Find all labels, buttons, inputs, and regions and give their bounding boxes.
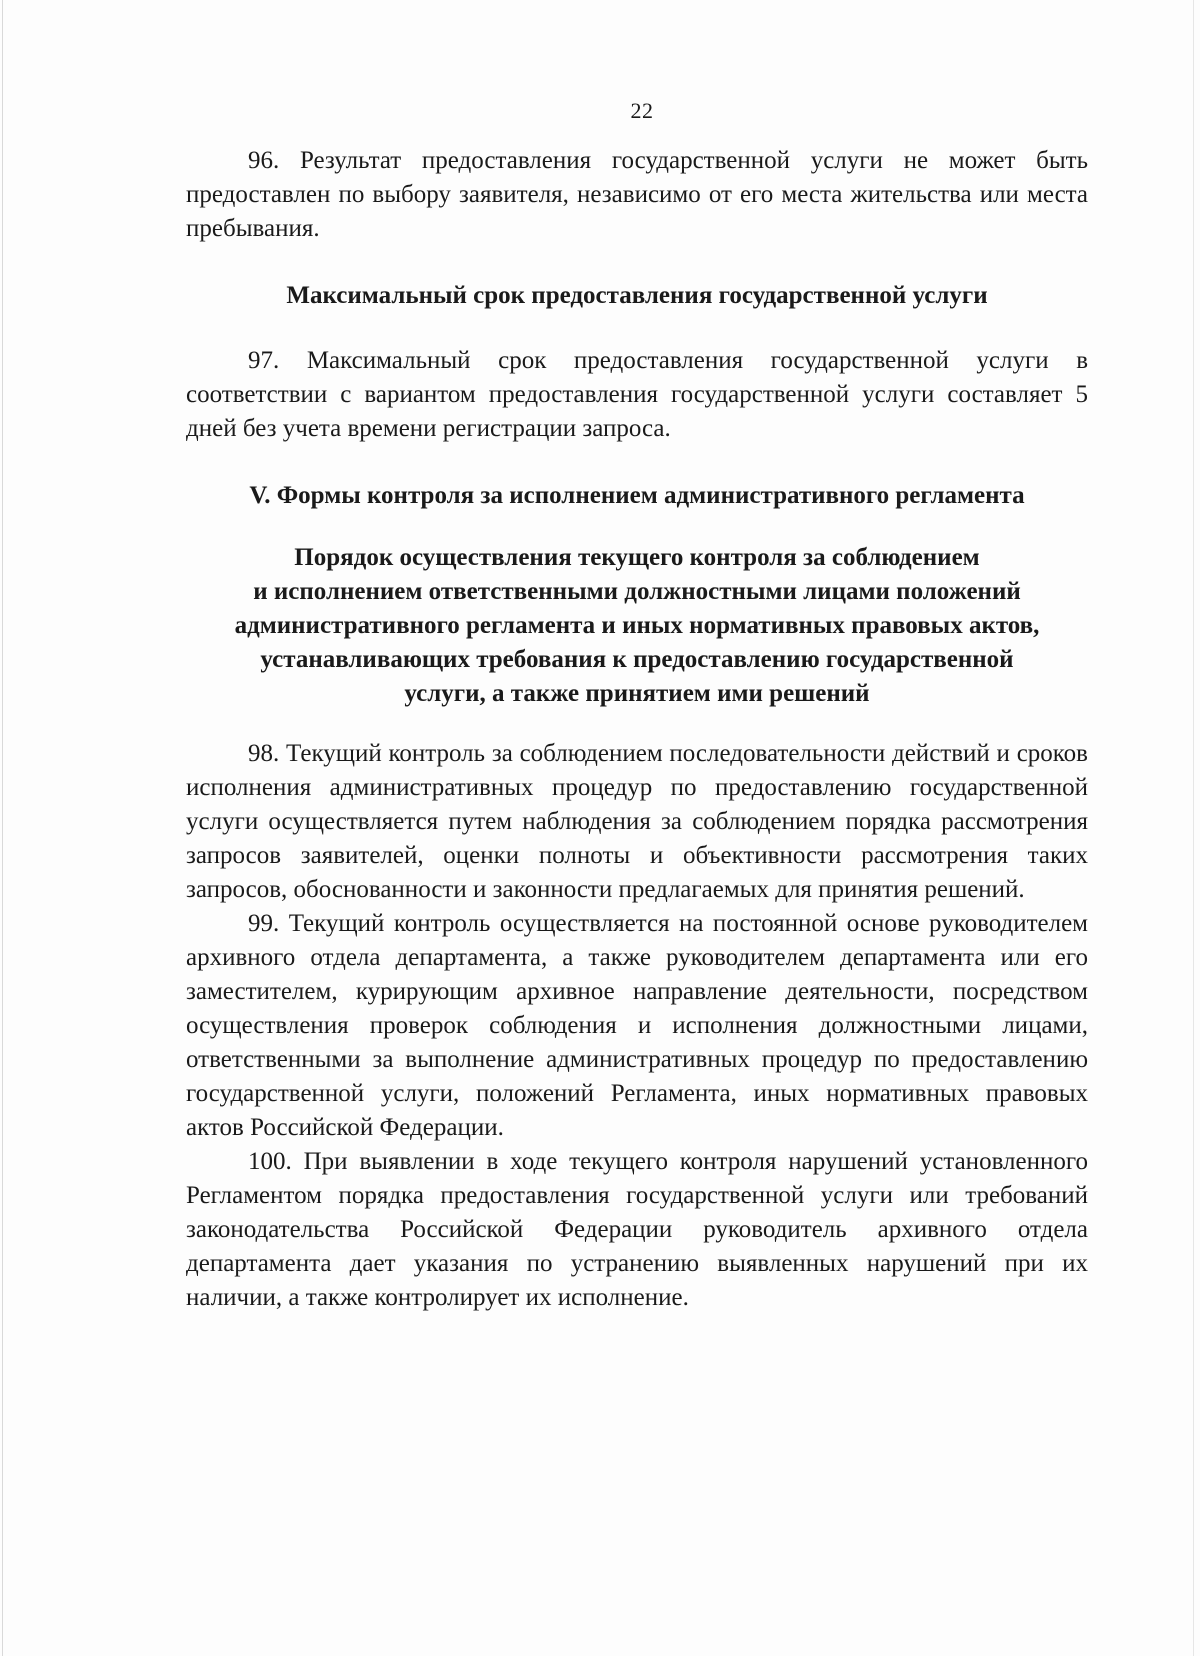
paragraph-100: 100. При выявлении в ходе текущего контроля нарушений установленного Регламентом порядка предоставления государственной услуги или требований законодательства Российской Федерации руководитель архивного отдела департамента дает указания по устранению выявленных нарушений при их наличии, а также контролирует их исполнение. bbox=[186, 1148, 1088, 1311]
heading-section-v: V. Формы контроля за исполнением административного регламента bbox=[249, 482, 1025, 509]
heading-current-control bbox=[186, 541, 1088, 711]
heading-max-term: Максимальный срок предоставления государственной услуги bbox=[286, 282, 988, 309]
paragraph-99: 99. Текущий контроль осуществляется на постоянной основе руководителем архивного отдела департамента, а также руководителем департамента или его заместителем, курирующим архивное направление деятельности, посредством осуществления проверок соблюдения и исполнения должностными лицами, ответственными за выполнение административных процедур по предоставлению государственной услуги, положений Регламента, иных нормативных правовых актов Российской Федерации. bbox=[186, 910, 1088, 1141]
heading-line: административного регламента и иных нормативных правовых актов, bbox=[234, 612, 1040, 639]
scan-edge-right bbox=[1193, 0, 1194, 1656]
scan-edge-left bbox=[2, 0, 3, 1656]
heading-line: услуги, а также принятием ими решений bbox=[404, 680, 870, 707]
paragraph-98: 98. Текущий контроль за соблюдением последовательности действий и сроков исполнения административных процедур по предоставлению государственной услуги осуществляется путем наблюдения за соблюдением порядка рассмотрения запросов заявителей, оценки полноты и объективности рассмотрения таких запросов, обоснованности и законности предлагаемых для принятия решений. bbox=[186, 740, 1088, 903]
paragraph-97: 97. Максимальный срок предоставления государственной услуги в соответствии с вариантом предоставления государственной услуги составляет 5 дней без учета времени регистрации запроса. bbox=[186, 347, 1088, 442]
paragraph-96: 96. Результат предоставления государственной услуги не может быть предоставлен по выбору заявителя, независимо от его места жительства или места пребывания. bbox=[186, 147, 1088, 242]
page-content bbox=[186, 98, 1088, 1315]
heading-line: и исполнением ответственными должностными лицами положений bbox=[253, 578, 1021, 605]
heading-line: устанавливающих требования к предоставлению государственной bbox=[260, 646, 1014, 673]
page-number: 22 bbox=[630, 98, 654, 123]
heading-line: Порядок осуществления текущего контроля за соблюдением bbox=[294, 544, 980, 571]
